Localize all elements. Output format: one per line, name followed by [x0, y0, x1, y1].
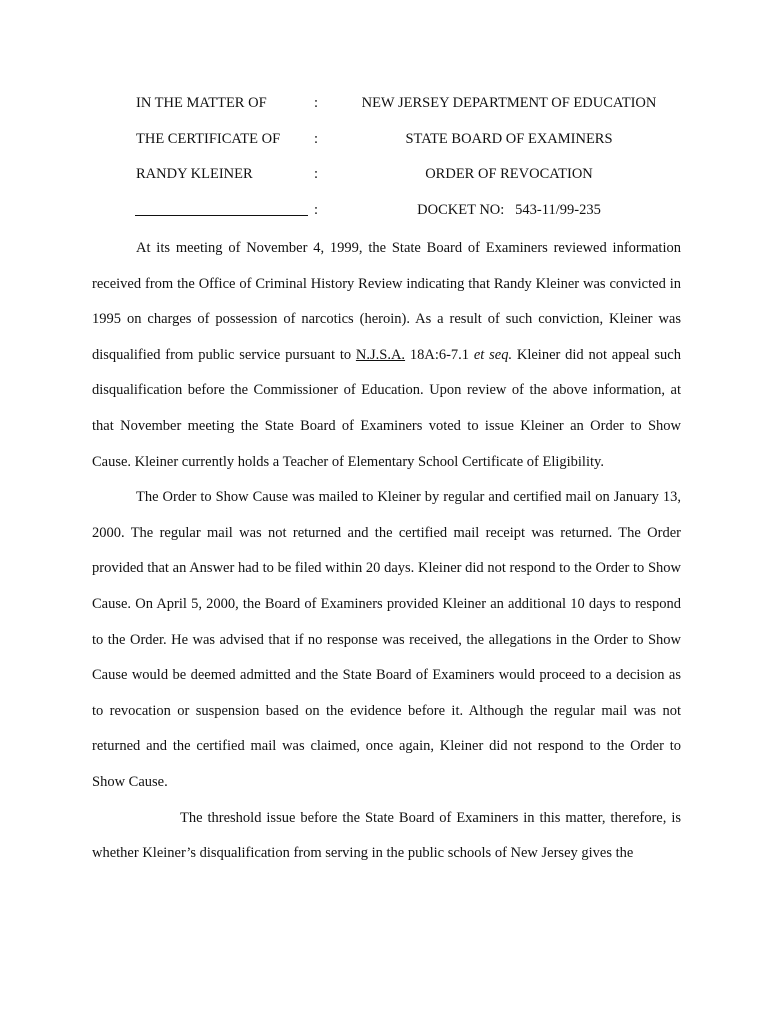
caption-colon: : [314, 131, 319, 147]
paragraph: The threshold issue before the State Board of Examiners in this matter, therefore, is whether Kleiner’s disqualification from serving in the public schools of New Jersey gives the [92, 809, 681, 862]
caption-left: IN THE MATTER OF [136, 95, 267, 111]
caption-left: THE CERTIFICATE OF [136, 131, 281, 147]
caption-colon: : [314, 95, 319, 111]
paragraph: The Order to Show Cause was mailed to Kleiner by regular and certified mail on January 13, 2000. The regular mail was not returned and the certified mail receipt was returned. The Order provided that an Answer had to be filed within 20 days. Kleiner did not respond to the Order to Show Cause. On April 5, 2000, the Board of Examiners provided Kleiner an additional 10 days to respond to the Order. He was advised that if no response was received, the allegations in the Order to Show Cause would be deemed admitted and the State Board of Examiners would proceed to a decision as to revocation or suspension based on the evidence before it. Although the regular mail was not returned and the certified mail was claimed, once again, Kleiner did not respond to the Order to Show Cause. [92, 489, 681, 790]
caption-right: STATE BOARD OF EXAMINERS [405, 131, 613, 147]
caption-colon: : [314, 202, 319, 218]
paragraph-text: 18A:6-7.1 [405, 346, 474, 363]
statute-citation: N.J.S.A. [355, 346, 406, 363]
caption-right: NEW JERSEY DEPARTMENT OF EDUCATION [361, 95, 657, 111]
caption-left: RANDY KLEINER [136, 166, 253, 182]
caption-colon: : [314, 166, 319, 182]
caption-right: ORDER OF REVOCATION [425, 166, 593, 182]
paragraph-text: At its meeting of November 4, 1999, the State Board of Examiners reviewed information received from the Office of Criminal History Review indicating that Randy Kleiner was convicted in 1995 on charges of possession of narcotics (heroin). As a result of such conviction, Kleiner was disqualified from public service pursuant to [92, 240, 681, 363]
docket-number: DOCKET NO: 543-11/99-235 [417, 202, 601, 218]
et-seq-italic: et seq. [473, 346, 513, 363]
paragraph [92, 231, 681, 480]
signature-rule [135, 215, 308, 216]
paragraph-text: Kleiner did not appeal such disqualification before the Commissioner of Education. Upon review of the above information, at that November meeting the State Board of Examiners voted to issue Kleiner an Order to Show Cause. Kleiner currently holds a Teacher of Elementary School Certificate of Eligibility. [92, 346, 681, 470]
document-body [92, 231, 681, 872]
